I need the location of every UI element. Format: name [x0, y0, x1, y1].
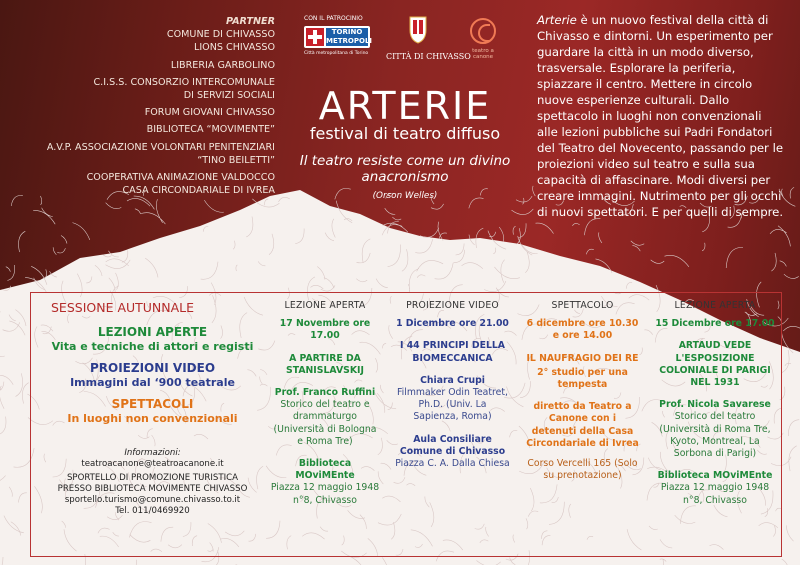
- event-speaker: Prof. Nicola Savarese: [659, 399, 771, 411]
- partner-item: BIBLIOTECA “MOVIMENTE”: [146, 124, 275, 136]
- info-email-turismo[interactable]: sportello.turismo@comune.chivasso.to.it: [64, 495, 241, 505]
- partner-item: C.I.S.S. CONSORZIO INTERCOMUNALE: [93, 76, 275, 88]
- info-block: [45, 448, 260, 517]
- info-phone: Tel. 011/0469920: [115, 506, 190, 516]
- event-address: Piazza C. A. Dalla Chiesa: [395, 458, 510, 470]
- teatro-a-canone-label: teatro a canone: [472, 48, 494, 60]
- partner-item: FORUM GIOVANI CHIVASSO: [144, 107, 275, 119]
- category-sub-proiezioni: Immagini dal ‘900 teatrale: [70, 376, 235, 389]
- torino-metropoli-logo: [304, 26, 373, 48]
- festival-title: ARTERIE: [318, 84, 492, 128]
- partner-item: DI SERVIZI SOCIALI: [183, 90, 275, 102]
- event-speaker-desc: Filmmaker Odin Teatret, Ph.D. (Univ. La Sapienza, Roma): [397, 387, 508, 423]
- event-column-4: [655, 300, 775, 507]
- description-text: è un nuovo festival della città di Chivasso e dintorni. Un esperimento per guardare la città in un modo diverso, trasversale. Esplorare la periferia, spiazzare il centro. Mettere in circolo nuove esperienze culturali. Dallo spettacolo in luoghi non convenzionali alle lezioni pubbliche sui Padri Fondatori del Teatro del Novecento, passando per le proiezioni video sul teatro e sulla sua capacità di affascinare. Modi diversi per creare immagini. Nutrimento per gli occhi di nuovi spettatori. E per quelli di sempre.: [537, 13, 784, 219]
- festival-subtitle: festival di teatro diffuso: [309, 124, 501, 143]
- event-type: LEZIONE APERTA: [284, 300, 366, 311]
- event-column-2: [395, 300, 510, 470]
- event-column-3: [525, 300, 640, 482]
- partner-item: COOPERATIVA ANIMAZIONE VALDOCCO: [86, 172, 275, 184]
- event-address: Corso Vercelli 165 (Solo su prenotazione): [527, 458, 638, 482]
- quote-author: (Orson Welles): [372, 191, 438, 201]
- teatro-a-canone-logo-icon: [470, 18, 496, 44]
- category-title-spettacoli: SPETTACOLI: [111, 397, 194, 411]
- category-title-lezioni: LEZIONI APERTE: [97, 325, 208, 339]
- session-column: [45, 300, 260, 517]
- patronage-label: CON IL PATROCINIO: [304, 15, 363, 22]
- category-sub-spettacoli: In luoghi non convenzionali: [67, 412, 238, 425]
- event-title: A PARTIRE DA STANISLAVSKIJ: [286, 352, 364, 376]
- event-speaker-desc: Storico del teatro e drammaturgo (Università di Bologna e Roma Tre): [273, 399, 377, 447]
- partner-list: [30, 15, 275, 197]
- quote: Il teatro resiste come un divino anacronismo: [299, 153, 511, 185]
- event-address: Piazza 12 maggio 1948 n°8, Chivasso: [660, 482, 770, 506]
- logo-strip: [300, 14, 510, 66]
- category-sub-lezioni: Vita e tecniche di attori e registi: [51, 340, 254, 353]
- event-venue: Aula Consiliare Comune di Chivasso: [399, 433, 506, 457]
- event-venue: Biblioteca MOviMEnte: [295, 458, 355, 482]
- event-date: 6 dicembre ore 10.30 e ore 14.00: [526, 318, 639, 342]
- event-type: SPETTACOLO: [551, 300, 614, 311]
- torino-metropoli-label: TORINO METROPOLI: [326, 28, 373, 45]
- event-date: 15 Dicembre ore 17.00: [655, 318, 775, 330]
- event-title: IL NAUFRAGIO DEI RE: [526, 352, 639, 364]
- event-subtitle: 2° studio per una tempesta: [537, 366, 628, 391]
- info-heading: Informazioni:: [124, 448, 181, 458]
- event-venue: Biblioteca MOviMEnte: [657, 470, 773, 482]
- partner-item: A.V.P. ASSOCIAZIONE VOLONTARI PENITENZIARI: [46, 141, 275, 153]
- event-column-1: [270, 300, 380, 507]
- info-office-line2: PRESSO BIBLIOTECA MOVIMENTE CHIVASSO: [57, 484, 248, 494]
- partner-item: LIONS CHIVASSO: [193, 42, 275, 54]
- event-venue: diretto da Teatro a Canone con i detenuti della Casa Circondariale di Ivrea: [526, 401, 639, 449]
- event-title: ARTAUD VEDE L'ESPOSIZIONE COLONIALE DI PARIGI NEL 1931: [659, 340, 771, 389]
- chivasso-label: CITTÀ DI CHIVASSO: [386, 52, 471, 61]
- torino-subtitle: Città metropolitana di Torino: [304, 51, 369, 56]
- festival-description: [537, 12, 785, 220]
- event-type: PROIEZIONE VIDEO: [406, 300, 499, 311]
- info-email-teatro[interactable]: teatroacanone@teatroacanone.it: [81, 459, 224, 469]
- chivasso-crest-icon: [407, 14, 429, 44]
- partner-heading: PARTNER: [225, 16, 275, 27]
- event-date: 17 Novembre ore 17.00: [279, 318, 371, 342]
- swiss-cross-icon: [306, 28, 324, 46]
- partner-item: “TINO BEILETTI”: [197, 154, 275, 166]
- description-lead: Arterie: [537, 13, 577, 27]
- event-address: Piazza 12 maggio 1948 n°8, Chivasso: [270, 482, 380, 506]
- event-title: I 44 PRINCIPI DELLA BIOMECCANICA: [400, 340, 505, 364]
- event-type: LEZIONE APERTA: [674, 300, 756, 311]
- event-speaker: Prof. Franco Ruffini: [274, 387, 376, 399]
- event-speaker-desc: Storico del teatro (Università di Roma Tre, Kyoto, Montreal, La Sorbona di Parigi): [659, 411, 771, 460]
- event-date: 1 Dicembre ore 21.00: [396, 318, 509, 330]
- partner-item: COMUNE DI CHIVASSO: [166, 29, 275, 41]
- partner-item: LIBRERIA GARBOLINO: [170, 59, 275, 71]
- category-title-proiezioni: PROIEZIONI VIDEO: [89, 361, 216, 375]
- info-office-line1: SPORTELLO DI PROMOZIONE TURISTICA: [66, 473, 239, 483]
- program-section: [0, 296, 800, 565]
- partner-item: CASA CIRCONDARIALE DI IVREA: [122, 185, 275, 197]
- event-speaker: Chiara Crupi: [420, 374, 485, 386]
- festival-title-block: [280, 86, 530, 201]
- session-title: SESSIONE AUTUNNALE: [51, 300, 195, 315]
